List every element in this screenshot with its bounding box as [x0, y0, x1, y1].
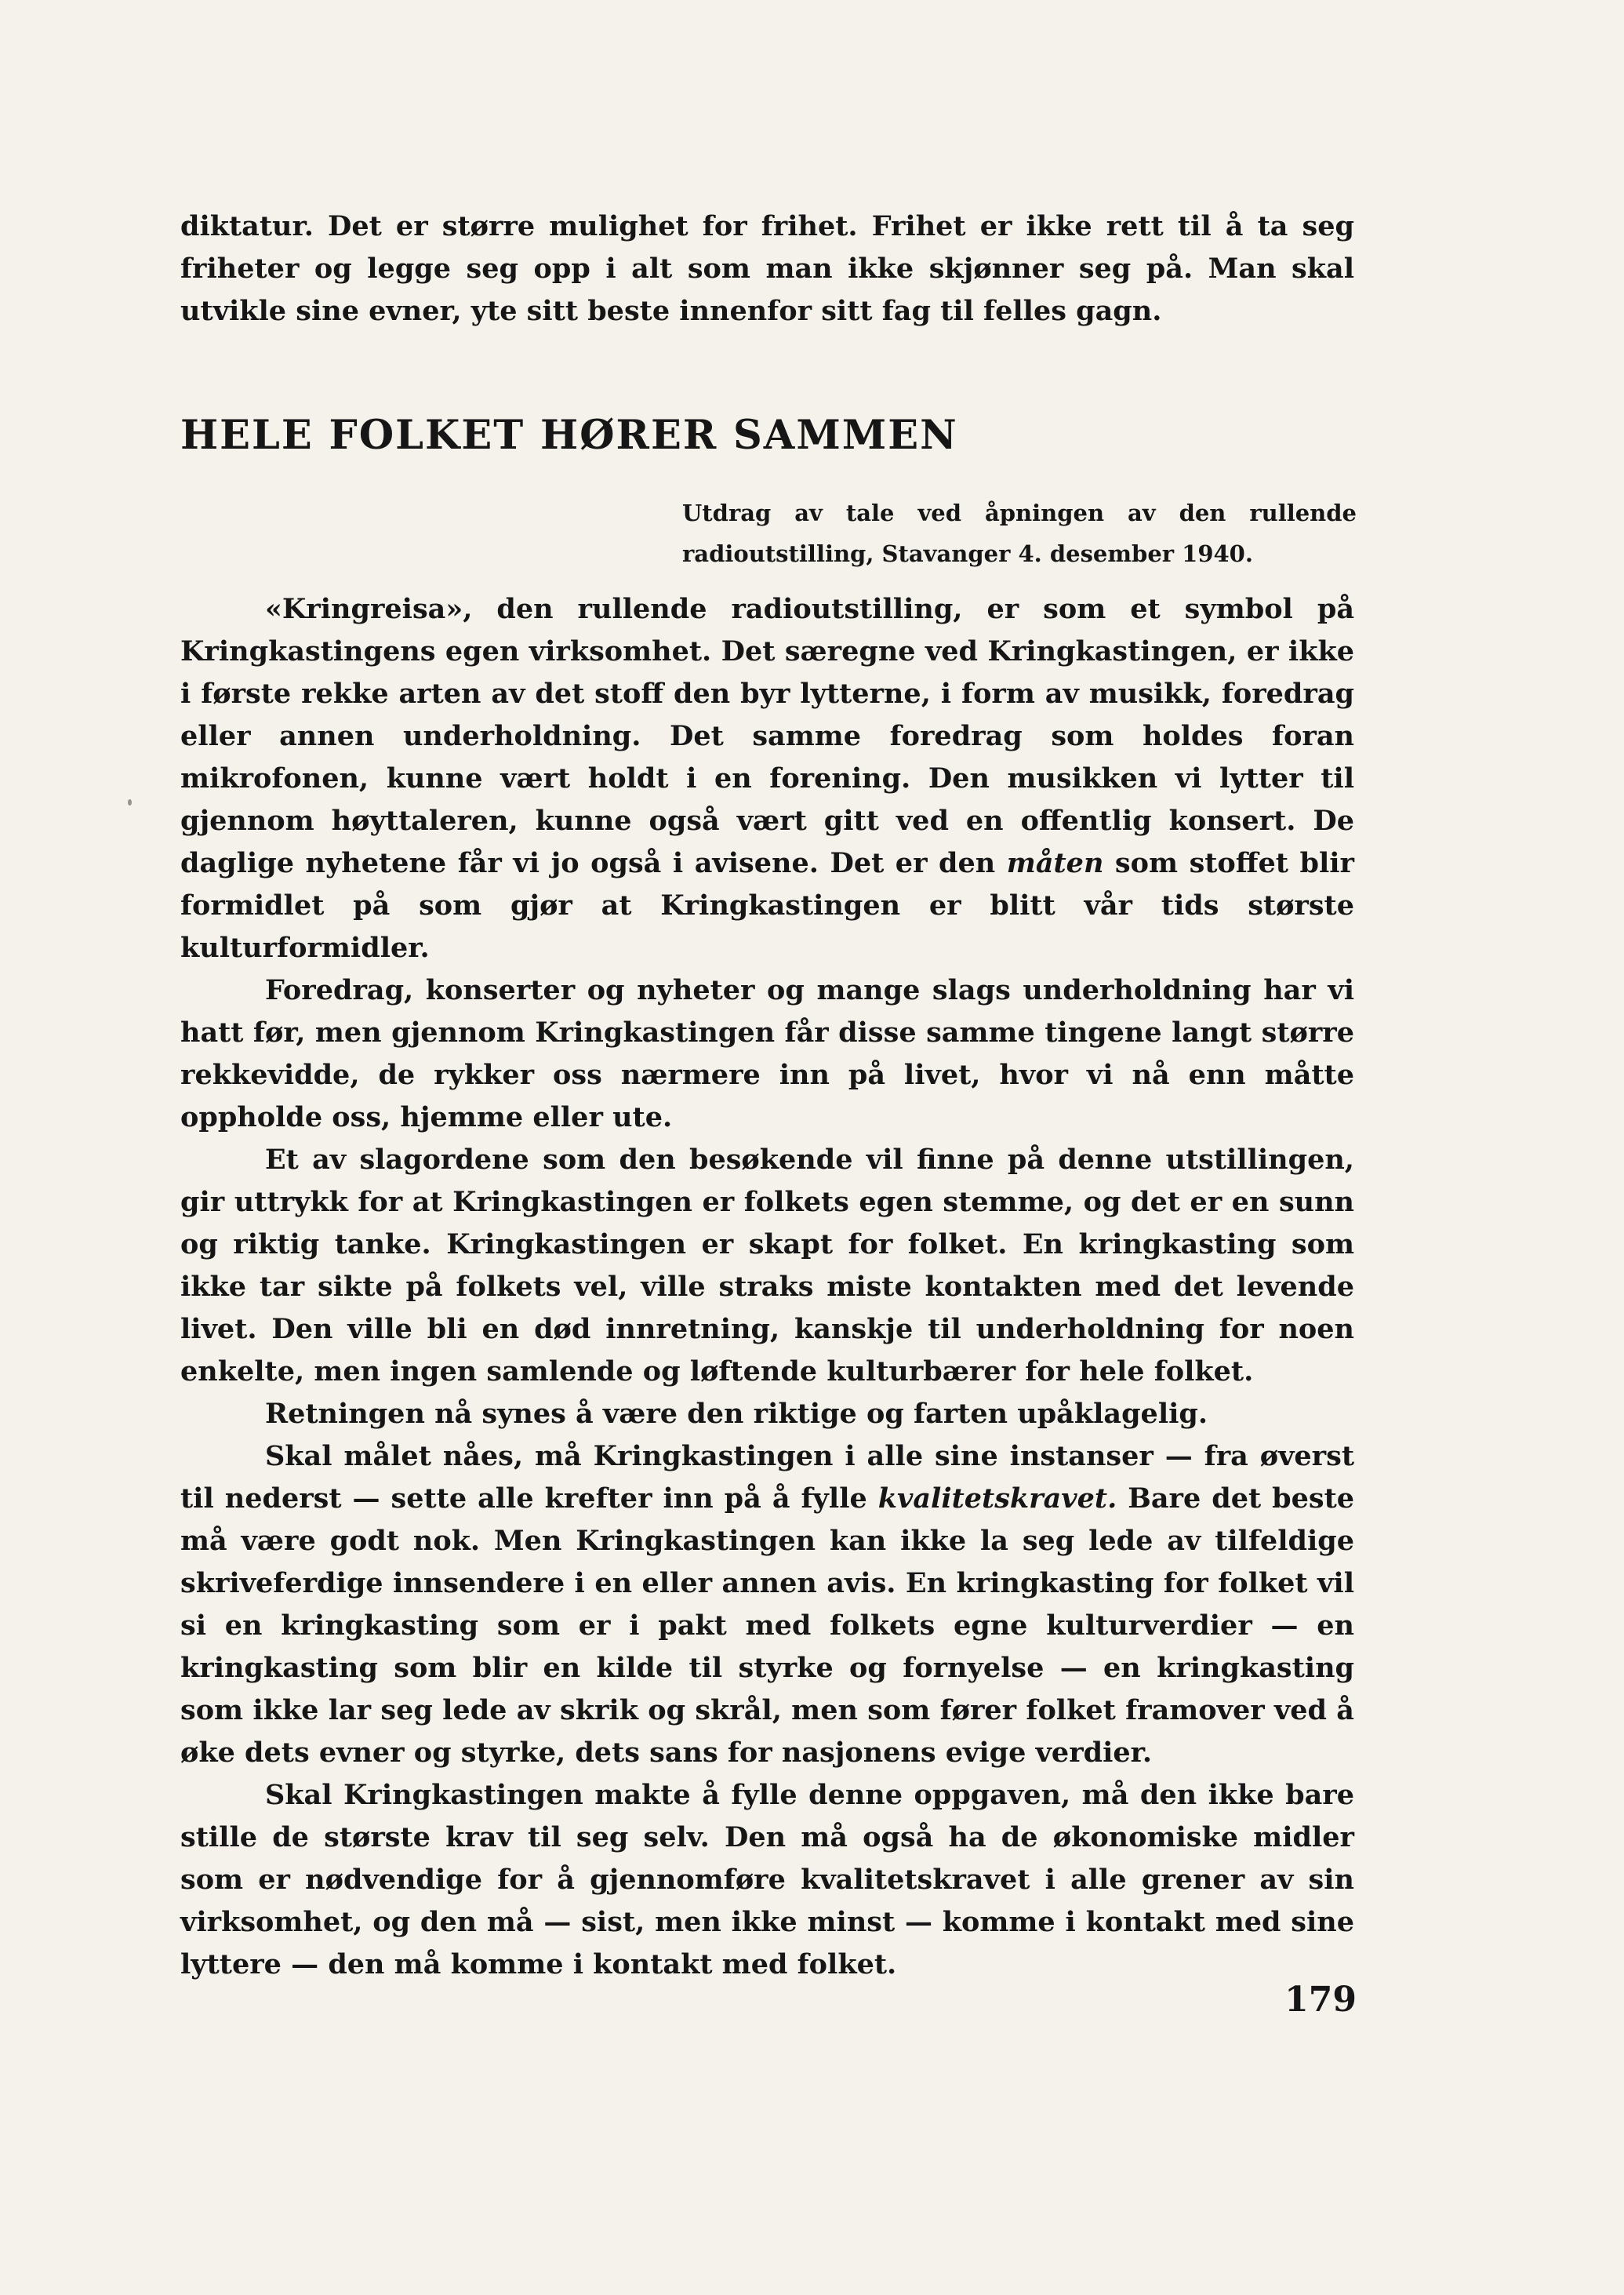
body-paragraph-1 — [180, 588, 1354, 969]
section-heading: HELE FOLKET HØRER SAMMEN — [180, 412, 958, 459]
intro-text: diktatur. Det er større mulighet for frihet. Frihet er ikke rett til å ta seg friheter og legge seg opp i alt som man ikke skjønner seg på. Man skal utvikle sine evner, yte sitt beste innenfor sitt fag til felles gagn. — [180, 210, 1354, 327]
emphasis-maaten: måten — [1006, 847, 1104, 879]
paper-speck — [128, 799, 132, 806]
body-paragraph-1-part-b: som stoffet blir formidlet på som gjør at Kringkastingen er blitt vår tids største kulturformidler. — [180, 847, 1354, 964]
speech-subtitle: Utdrag av tale ved åpningen av den rullende radioutstilling, Stavanger 4. desember 1940. — [682, 500, 1357, 567]
body-paragraph-3: Et av slagordene som den besøkende vil finne på denne utstillingen, gir uttrykk for at Kringkastingen er folkets egen stemme, og det er en sunn og riktig tanke. Kringkastingen er skapt for folket. En kringkasting som ikke tar sikte på folkets vel, ville straks miste kontakten med det levende livet. Den ville bli en død innretning, kanskje til underholdning for noen enkelte, men ingen samlende og løftende kulturbærer for hele folket. — [180, 1144, 1354, 1388]
body-paragraph-6: Skal Kringkastingen makte å fylle denne oppgaven, må den ikke bare stille de største krav til seg selv. Den må også ha de økonomiske midler som er nødvendige for å gjennomføre kvalitetskravet i alle grener av sin virksomhet, og den må — sist, men ikke minst — komme i kontakt med sine lyttere — den må komme i kontakt med folket. — [180, 1779, 1354, 1980]
body-paragraph-5-part-b: Bare det beste må være godt nok. Men Kringkastingen kan ikke la seg lede av tilfeldige skriveferdige innsendere i en eller annen avis. En kringkasting for folket vil si en kringkasting som er i pakt med folkets egne kulturverdier — en kringkasting som blir en kilde til styrke og fornyelse — en kringkasting som ikke lar seg lede av skrik og skrål, men som fører folket framover ved å øke dets evner og styrke, dets sans for nasjonens evige verdier. — [180, 1482, 1355, 1769]
speech-body — [180, 588, 1354, 1986]
body-paragraph-1-part-a: «Kringreisa», den rullende radioutstilling, er som et symbol på Kringkastingens egen virksomhet. Det særegne ved Kringkastingen, er ikke i første rekke arten av det stoff den byr lytterne, i form av musikk, foredrag eller annen underholdning. Det samme foredrag som holdes foran mikrofonen, kunne vært holdt i en forening. Den musikken vi lytter til gjennom høyttaleren, kunne også vært gitt ved en offentlig konsert. De daglige nyhetene får vi jo også i avisene. Det er den — [180, 593, 1354, 879]
body-paragraph-5-part-a: Skal målet nåes, må Kringkastingen i alle sine instanser — fra øverst til nederst — sette alle krefter inn på å fylle — [180, 1440, 1354, 1515]
body-paragraph-2: Foredrag, konserter og nyheter og mange slags underholdning har vi hatt før, men gjennom Kringkastingen får disse samme tingene langt større rekkevidde, de rykker oss nærmere inn på livet, hvor vi nå enn måtte oppholde oss, hjemme eller ute. — [180, 974, 1354, 1133]
page-number: 179 — [1284, 1980, 1357, 2020]
intro-paragraph — [180, 205, 1354, 333]
body-paragraph-5 — [180, 1435, 1354, 1774]
emphasis-kvalitetskravet: kvalitetskravet. — [877, 1482, 1117, 1515]
body-paragraph-4: Retningen nå synes å være den riktige og farten upåklagelig. — [265, 1398, 1208, 1430]
